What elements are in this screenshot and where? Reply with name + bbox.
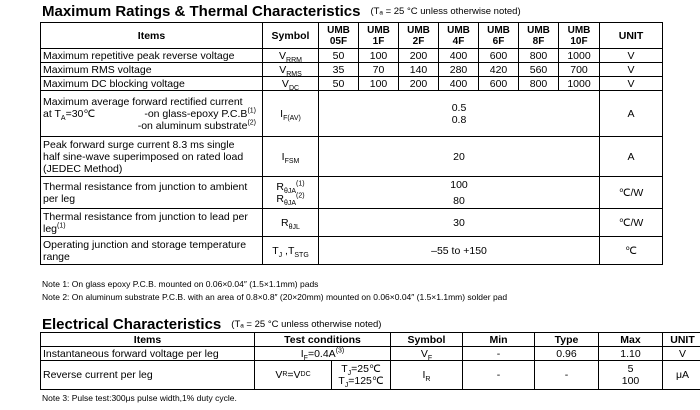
table-row-vf xyxy=(41,347,700,361)
row-symbol: $T_J$ $,T_{STG}$ xyxy=(263,237,319,265)
header-symbol: Symbol xyxy=(263,23,319,49)
row-typ: 0.96 xyxy=(535,347,599,361)
row-value: 600 xyxy=(479,49,519,63)
row-value: 140 xyxy=(399,63,439,77)
row-value: 800 xyxy=(519,49,559,63)
header-type: Type xyxy=(535,333,599,347)
row-item: Reverse current per leg xyxy=(41,361,255,390)
header-part: UMB 6F xyxy=(479,23,519,49)
table-row-avg-current xyxy=(41,91,663,137)
table-row-thermal-ja xyxy=(41,177,663,209)
row-symbol: $V_F$ xyxy=(391,347,463,361)
row-max: 1.10 xyxy=(599,347,663,361)
row-value: 0.5 0.8 xyxy=(319,91,600,137)
row-value: 600 xyxy=(479,77,519,91)
row-unit: ℃ xyxy=(600,237,663,265)
electrical-table xyxy=(40,332,700,390)
row-symbol: $V_{RMS}$ xyxy=(263,63,319,77)
row-unit: μA xyxy=(663,361,700,390)
row-min: - xyxy=(463,347,535,361)
max-ratings-title xyxy=(42,3,521,20)
note-1: Note 1: On glass epoxy P.C.B. mounted on 0.06×0.04″ (1.5×1.1mm) pads xyxy=(42,279,319,289)
row-min: - xyxy=(463,361,535,390)
row-test: V R =V DC $T_J=25℃$ $T_J=125℃$ xyxy=(255,361,391,390)
header-test: Test conditions xyxy=(255,333,391,347)
header-max: Max xyxy=(599,333,663,347)
table-row xyxy=(41,49,663,63)
row-value: 70 xyxy=(359,63,399,77)
row-value: 700 xyxy=(559,63,600,77)
table-row-ir xyxy=(41,361,700,390)
row-value: 420 xyxy=(479,63,519,77)
row-value: 100 xyxy=(359,77,399,91)
row-item: Instantaneous forward voltage per leg xyxy=(41,347,255,361)
row-item: Maximum average forward rectified current at $T_A=30℃$ -on glass-epoxy $P.C.B^{(1)}$ -on aluminum substrate$^{(2)}$ xyxy=(41,91,263,137)
row-value: 30 xyxy=(319,209,600,237)
row-value: 200 xyxy=(399,77,439,91)
table-row-thermal-jl xyxy=(41,209,663,237)
row-value: 50 xyxy=(319,77,359,91)
row-item: Thermal resistance from junction to ambient per leg xyxy=(41,177,263,209)
row-symbol: $I_R$ xyxy=(391,361,463,390)
row-symbol: $R_{\theta JA}^{(1)}$ $R_{\theta JA}^{(2)}$ xyxy=(263,177,319,209)
row-value: 800 xyxy=(519,77,559,91)
header-part: UMB 4F xyxy=(439,23,479,49)
header-min: Min xyxy=(463,333,535,347)
header-part: UMB 8F xyxy=(519,23,559,49)
row-unit: V xyxy=(663,347,700,361)
row-item: Peak forward surge current 8.3 ms single half sine-wave superimposed on rated load (JEDEC Method) xyxy=(41,137,263,177)
note-3: Note 3: Pulse test:300μs pulse width,1% duty cycle. xyxy=(42,393,237,403)
row-symbol: $V_{RRM}$ xyxy=(263,49,319,63)
row-test: $I_F=0.4A^{(3)}$ xyxy=(255,347,391,361)
electrical-title-text: Electrical Characteristics xyxy=(42,316,222,333)
row-unit: ℃/W xyxy=(600,177,663,209)
row-item: Maximum repetitive peak reverse voltage xyxy=(41,49,263,63)
electrical-title xyxy=(42,316,381,333)
row-value: 560 xyxy=(519,63,559,77)
row-max: 5 100 xyxy=(599,361,663,390)
header-part: UMB 2F xyxy=(399,23,439,49)
row-symbol: $I_{FSM}$ xyxy=(263,137,319,177)
row-item: Maximum RMS voltage xyxy=(41,63,263,77)
row-item: Operating junction and storage temperature range xyxy=(41,237,263,265)
table-row xyxy=(41,63,663,77)
row-unit: ℃/W xyxy=(600,209,663,237)
row-value: –55 to +150 xyxy=(319,237,600,265)
header-part: UMB 1F xyxy=(359,23,399,49)
row-unit: A xyxy=(600,137,663,177)
row-value: 50 xyxy=(319,49,359,63)
header-unit: UNIT xyxy=(663,333,700,347)
max-ratings-table xyxy=(40,22,663,265)
row-value: 1000 xyxy=(559,77,600,91)
table-row xyxy=(41,77,663,91)
header-unit: UNIT xyxy=(600,23,663,49)
row-value: 1000 xyxy=(559,49,600,63)
note-2: Note 2: On aluminum substrate P.C.B. with an area of 0.8×0.8″ (20×20mm) mounted on 0.06×0.04″ (1.5×1.1mm) solder pad xyxy=(42,292,508,302)
row-value: 100 80 xyxy=(319,177,600,209)
max-ratings-title-text: Maximum Ratings & Thermal Characteristics xyxy=(42,3,361,20)
row-symbol: $V_{DC}$ xyxy=(263,77,319,91)
max-ratings-header-row xyxy=(41,23,663,49)
row-unit: A xyxy=(600,91,663,137)
electrical-condition: (Tₐ = 25 °C unless otherwise noted) xyxy=(231,319,382,330)
row-value: 280 xyxy=(439,63,479,77)
max-ratings-condition: (Tₐ = 25 °C unless otherwise noted) xyxy=(370,6,521,17)
row-item: Thermal resistance from junction to lead per leg$^{(1)}$ xyxy=(41,209,263,237)
header-part: UMB 10F xyxy=(559,23,600,49)
header-part: UMB 05F xyxy=(319,23,359,49)
row-item: Maximum DC blocking voltage xyxy=(41,77,263,91)
row-unit: V xyxy=(600,63,663,77)
table-row-temp xyxy=(41,237,663,265)
electrical-header-row xyxy=(41,333,700,347)
header-items: Items xyxy=(41,333,255,347)
row-value: 35 xyxy=(319,63,359,77)
row-unit: V xyxy=(600,77,663,91)
row-symbol: $I_{F(AV)}$ xyxy=(263,91,319,137)
row-value: 100 xyxy=(359,49,399,63)
row-symbol: $R_{\theta JL}$ xyxy=(263,209,319,237)
row-value: 400 xyxy=(439,49,479,63)
row-value: 200 xyxy=(399,49,439,63)
table-row-surge xyxy=(41,137,663,177)
row-value: 400 xyxy=(439,77,479,91)
row-unit: V xyxy=(600,49,663,63)
header-items: Items xyxy=(41,23,263,49)
row-typ: - xyxy=(535,361,599,390)
header-symbol: Symbol xyxy=(391,333,463,347)
row-value: 20 xyxy=(319,137,600,177)
